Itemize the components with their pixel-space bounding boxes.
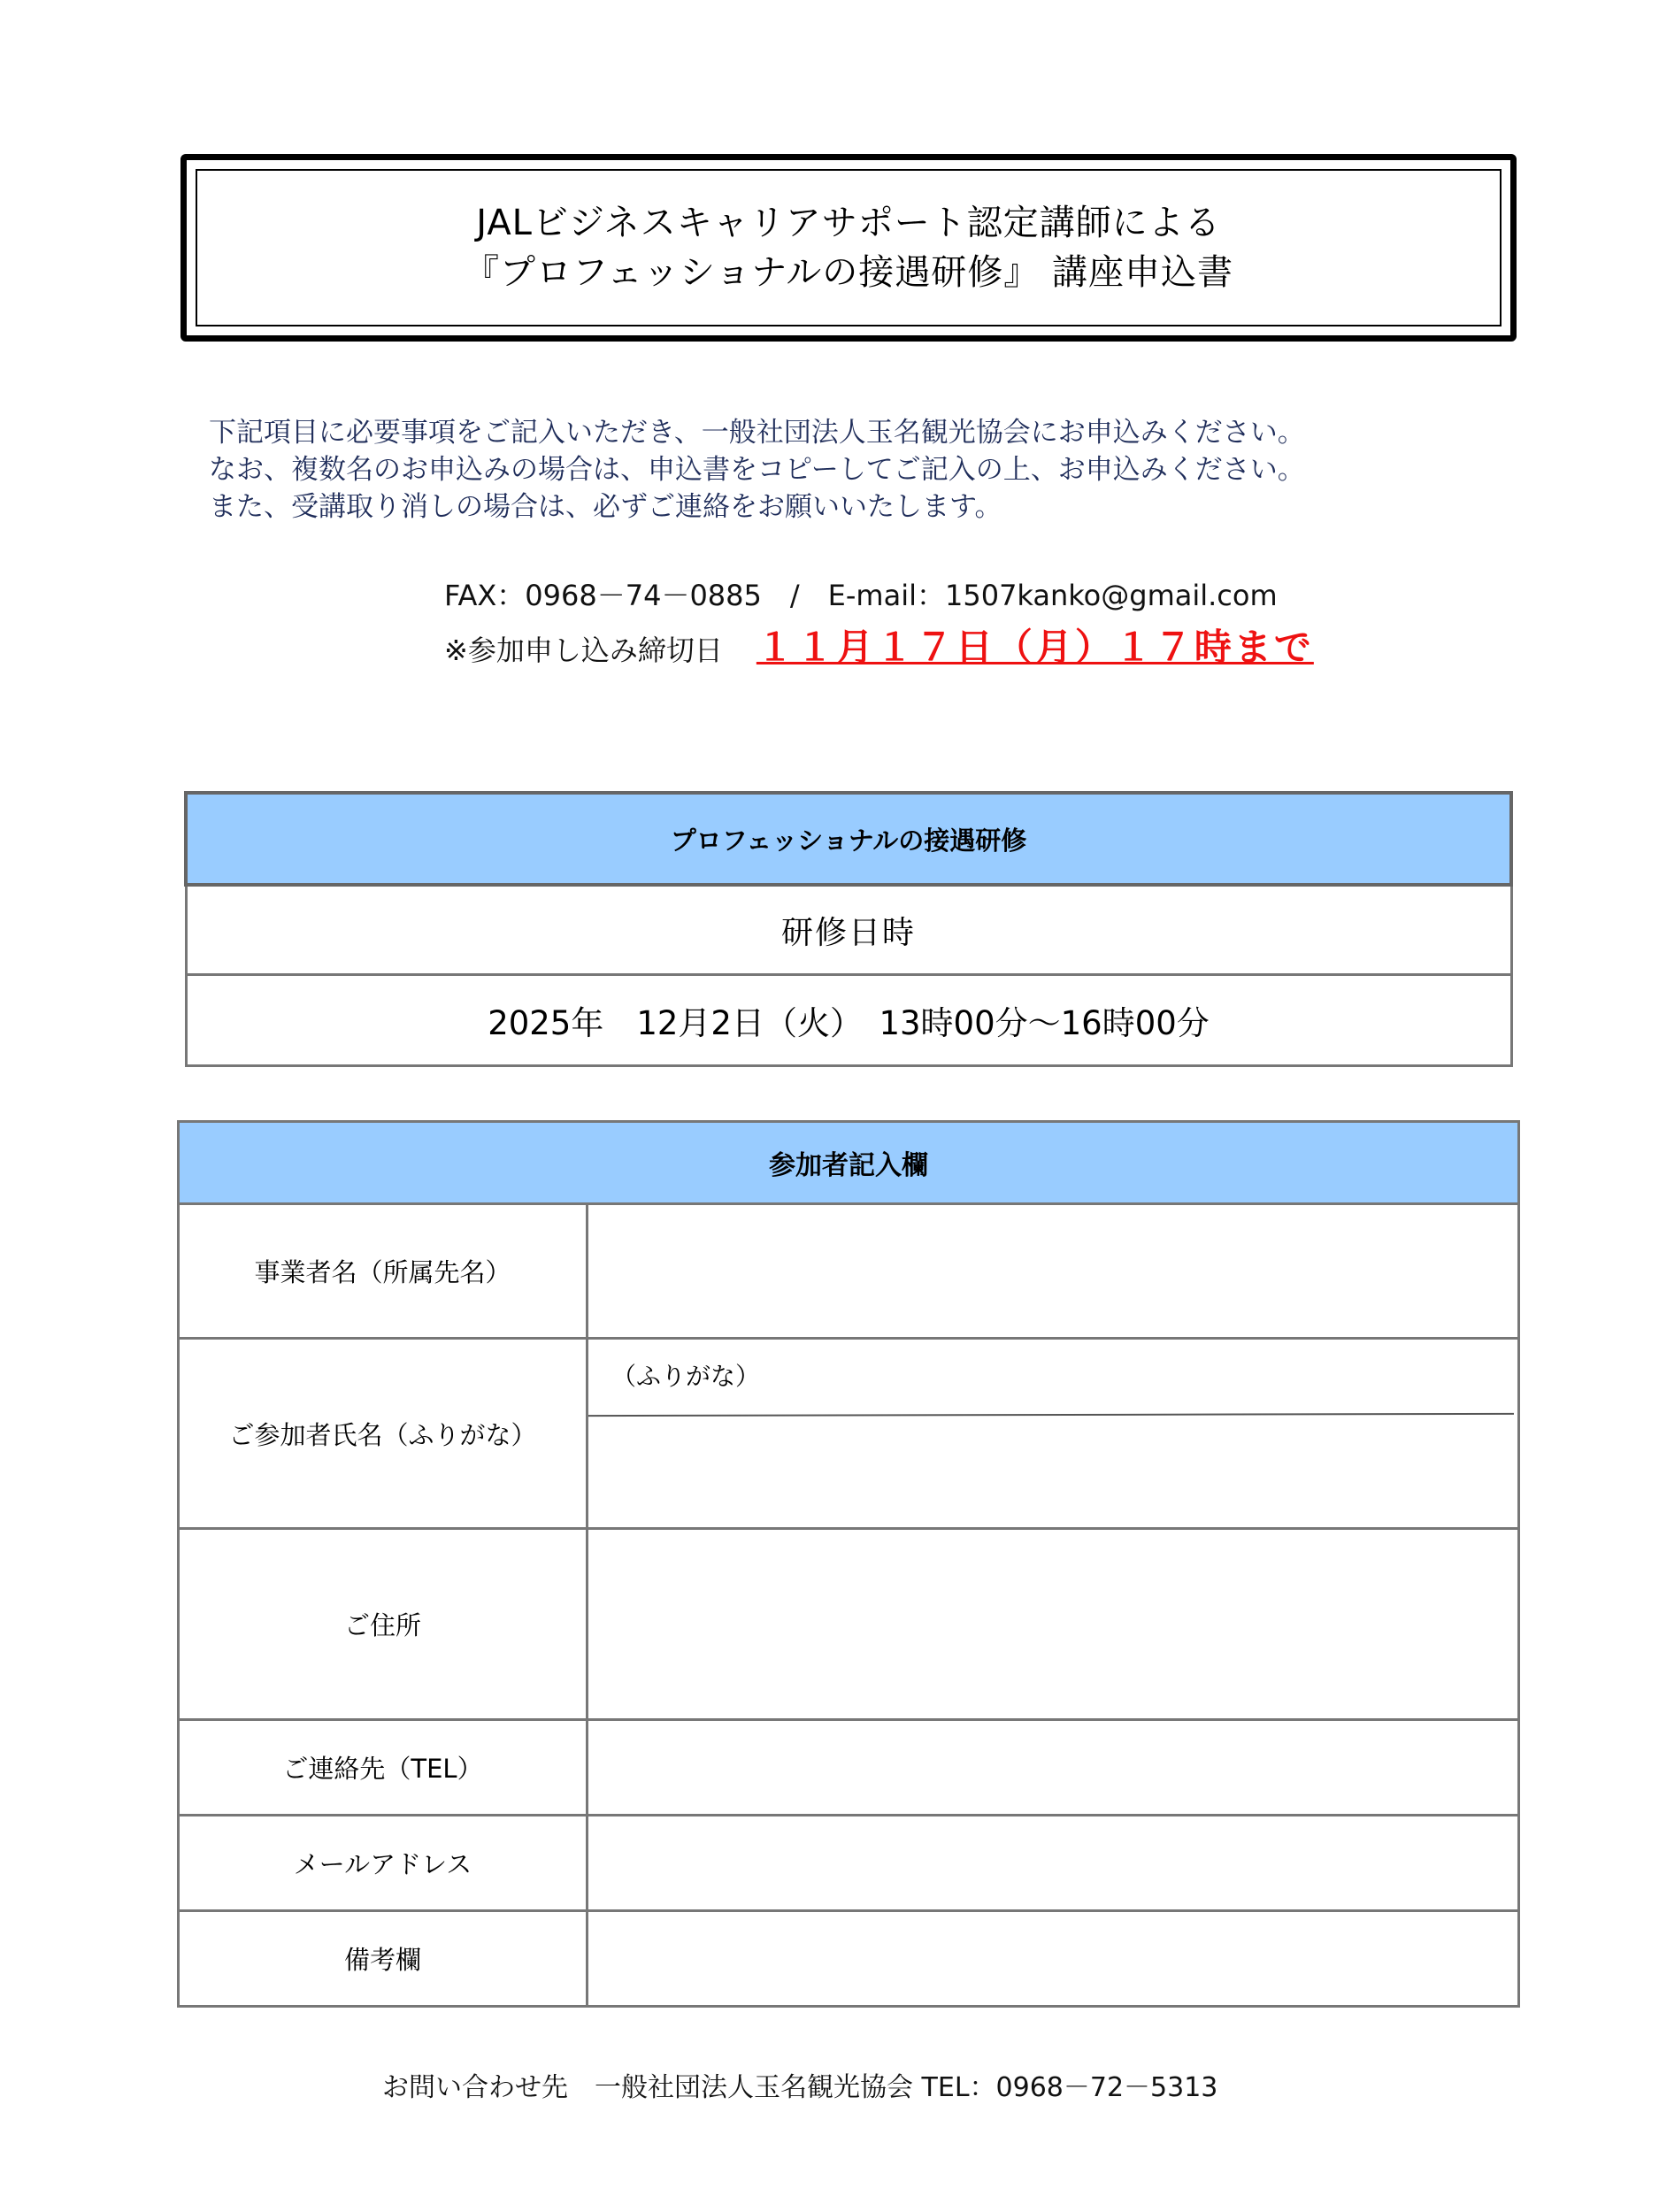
tel-label: ご連絡先（TEL） xyxy=(179,1720,588,1816)
participant-header: 参加者記入欄 xyxy=(179,1122,1519,1204)
notes-label: 備考欄 xyxy=(179,1911,588,2007)
furigana-area xyxy=(588,1340,1517,1527)
title-box xyxy=(180,154,1517,342)
intro-line-3: また、受講取り消しの場合は、必ずご連絡をお願いいたします。 xyxy=(209,491,1002,523)
participant-table xyxy=(177,1120,1520,2008)
intro-line-2: なお、複数名のお申込みの場合は、申込書をコピーしてご記入の上、お申込みください。 xyxy=(209,454,1305,486)
company-label: 事業者名（所属先名） xyxy=(179,1204,588,1339)
title-line-1: JALビジネスキャリアサポート認定講師による xyxy=(476,203,1221,243)
email-field[interactable] xyxy=(588,1816,1519,1911)
course-subheader: 研修日時 xyxy=(186,885,1511,975)
title-inner-frame xyxy=(196,169,1502,326)
address-label: ご住所 xyxy=(179,1529,588,1720)
name-field[interactable] xyxy=(588,1339,1519,1529)
intro-text xyxy=(209,414,1305,526)
furigana-divider xyxy=(588,1413,1514,1417)
notes-field[interactable] xyxy=(588,1911,1519,2007)
footer-contact: お問い合わせ先 一般社団法人玉名観光協会 TEL：0968－72－5313 xyxy=(382,2072,1218,2103)
course-datetime: 2025年 12月2日（火） 13時00分～16時00分 xyxy=(186,975,1511,1066)
address-field[interactable] xyxy=(588,1529,1519,1720)
furigana-label: （ふりがな） xyxy=(611,1362,761,1391)
title-line-2: 『プロフェッショナルの接遇研修』 講座申込書 xyxy=(464,252,1233,293)
email-label: メールアドレス xyxy=(179,1816,588,1911)
intro-line-1: 下記項目に必要事項をご記入いただき、一般社団法人玉名観光協会にお申込みください。 xyxy=(209,417,1305,449)
deadline-date: １１月１７日（月）１７時まで xyxy=(756,626,1314,669)
deadline xyxy=(444,626,1314,672)
contact-info: FAX：0968－74－0885 / E-mail：1507kanko@gmail.com xyxy=(444,579,1278,612)
deadline-label: ※参加申し込み締切日 xyxy=(444,634,723,667)
tel-field[interactable] xyxy=(588,1720,1519,1816)
name-label: ご参加者氏名（ふりがな） xyxy=(179,1339,588,1529)
course-header: プロフェッショナルの接遇研修 xyxy=(186,793,1511,885)
course-table xyxy=(184,791,1513,1067)
company-field[interactable] xyxy=(588,1204,1519,1339)
